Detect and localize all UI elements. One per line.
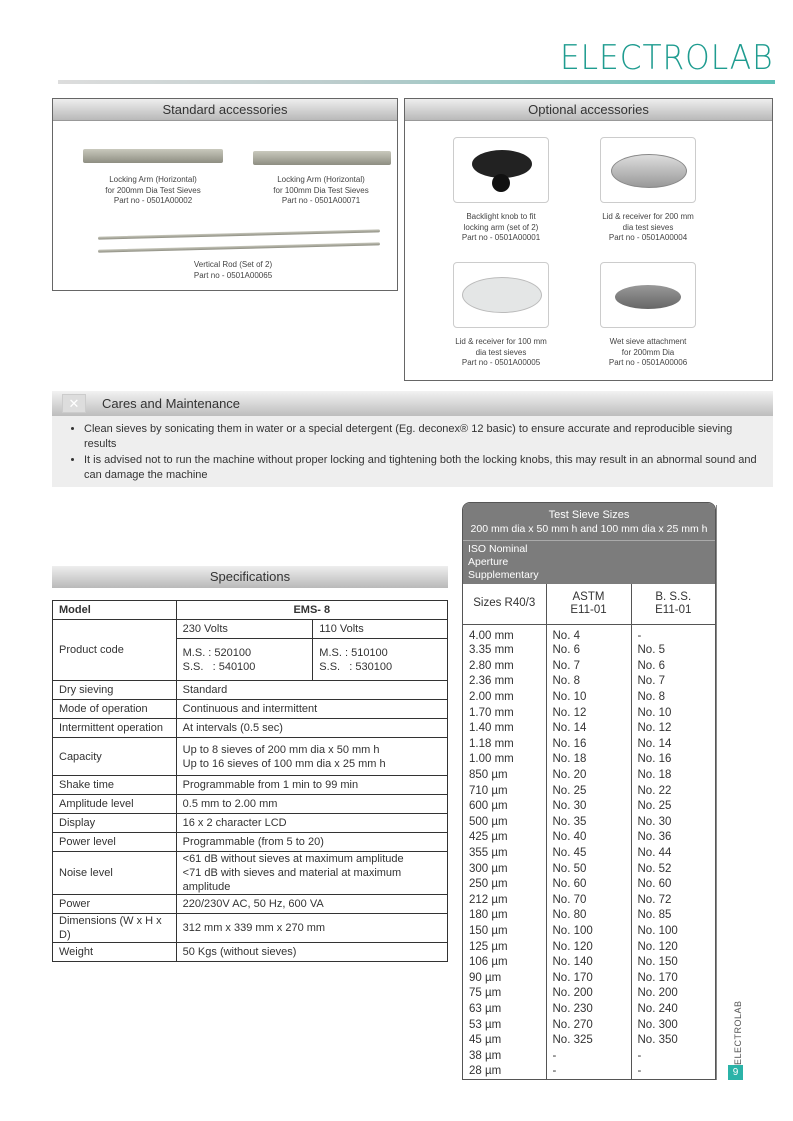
table-row <box>53 914 448 943</box>
standard-caption: Vertical Rod (Set of 2) Part no - 0501A00065 <box>193 260 273 280</box>
table-row <box>53 943 448 962</box>
sieve-cell: No. 45 <box>546 845 631 861</box>
sieve-cell: 600 µm <box>463 798 546 814</box>
care-bullet: • It is advised not to run the machine without proper locking and tightening both the locking knobs, this may result in an abnormal sound and can damage the machine <box>84 453 763 483</box>
sieve-cell: No. 270 <box>546 1017 631 1033</box>
sieve-cell: No. 22 <box>637 784 672 797</box>
sieve-row <box>463 783 715 799</box>
sieve-row <box>463 767 715 783</box>
sieve-cell: 125 µm <box>463 939 546 955</box>
sieve-cell: - <box>637 1065 642 1078</box>
sieve-cell: - <box>637 629 642 642</box>
sieve-cell: - <box>637 1049 642 1062</box>
optional-accessories-title: Optional accessories <box>405 99 772 121</box>
sieve-cell: No. 10 <box>546 689 631 705</box>
sieve-cell: 45 µm <box>463 1032 546 1048</box>
sieve-table <box>462 502 716 1080</box>
tools-icon: ✕ <box>62 394 86 413</box>
sieve-cell: 425 µm <box>463 830 546 846</box>
sieve-cell: No. 80 <box>546 908 631 924</box>
standard-caption: Locking Arm (Horizontal) for 200mm Dia Test Sieves Part no - 0501A00002 <box>105 175 201 205</box>
sieve-cell: No. 18 <box>637 769 672 782</box>
sieve-cell: No. 6 <box>546 643 631 659</box>
sieve-cell: 63 µm <box>463 1001 546 1017</box>
sieve-cell: No. 52 <box>637 862 672 875</box>
table-row <box>53 601 448 620</box>
sieve-cell: No. 120 <box>546 939 631 955</box>
table-row <box>53 738 448 776</box>
spec-value: <61 dB without sieves at maximum amplitude <71 dB with sieves and material at maximum amplitude <box>176 852 447 895</box>
sieve-cell: 106 µm <box>463 954 546 970</box>
standard-caption: Locking Arm (Horizontal) for 100mm Dia Test Sieves Part no - 0501A00071 <box>273 175 369 205</box>
sieve-cell: No. 170 <box>637 971 678 984</box>
sieve-row <box>463 689 715 705</box>
sieve-cell: No. 4 <box>546 624 631 643</box>
spec-value: Continuous and intermittent <box>176 700 447 719</box>
sieve-cell: No. 16 <box>637 753 672 766</box>
table-row <box>53 681 448 700</box>
sieve-row <box>463 923 715 939</box>
sieve-cell: No. 44 <box>637 847 672 860</box>
brand-logo: ELECTROLAB <box>560 38 774 78</box>
spec-value: 220/230V AC, 50 Hz, 600 VA <box>176 895 447 914</box>
sieve-cell: 180 µm <box>463 908 546 924</box>
side-brand: ELECTROLAB <box>733 1000 743 1065</box>
spec-value: Up to 8 sieves of 200 mm dia x 50 mm h Up to 16 sieves of 100 mm dia x 25 mm h <box>176 738 447 776</box>
wet-sieve-image <box>600 262 696 328</box>
optional-caption: Lid & receiver for 100 mm dia test sieves Part no - 0501A00005 <box>455 337 547 367</box>
page-number: 9 <box>728 1065 743 1080</box>
sieve-cell: No. 14 <box>637 737 672 750</box>
table-row <box>53 620 448 639</box>
header-rule <box>58 80 775 84</box>
optional-caption: Backlight knob to fit locking arm (set of 2) Part no - 0501A00001 <box>461 212 541 242</box>
spec-label: Capacity <box>53 738 177 776</box>
care-bullet: • Clean sieves by sonicating them in water or a special detergent (Eg. deconex® 12 basic) to ensure accurate and reproducible sieving results <box>84 422 763 452</box>
spec-label: Noise level <box>53 852 177 895</box>
col-header: Sizes R40/3 <box>463 584 546 624</box>
spec-label: Dimensions (W x H x D) <box>53 914 177 943</box>
standard-accessories-panel <box>52 98 398 291</box>
sieve-header-row <box>463 584 715 624</box>
sieve-row <box>463 1032 715 1048</box>
sieve-row <box>463 986 715 1002</box>
sieve-cell: 250 µm <box>463 876 546 892</box>
sieve-cell: No. 5 <box>637 644 665 657</box>
sieve-row <box>463 674 715 690</box>
sieve-cell: No. 40 <box>546 830 631 846</box>
sieve-row <box>463 705 715 721</box>
sieve-cell: No. 18 <box>546 752 631 768</box>
optional-caption: Wet sieve attachment for 200mm Dia Part no - 0501A00006 <box>608 337 688 367</box>
sieve-cell: 212 µm <box>463 892 546 908</box>
spec-value: Programmable (from 5 to 20) <box>176 833 447 852</box>
sieve-cell: No. 60 <box>637 878 672 891</box>
sieve-cell: No. 200 <box>546 986 631 1002</box>
table-row <box>53 776 448 795</box>
table-row <box>53 852 448 895</box>
sieve-cell: No. 350 <box>637 1034 678 1047</box>
sieve-cell: No. 8 <box>546 674 631 690</box>
optional-accessories-panel <box>404 98 773 381</box>
sieve-cell: 1.70 mm <box>463 705 546 721</box>
sieve-cell: No. 170 <box>546 970 631 986</box>
lid-receiver-100-image <box>453 262 549 328</box>
sieve-row <box>463 908 715 924</box>
sieve-cell: 90 µm <box>463 970 546 986</box>
sieve-cell: No. 12 <box>546 705 631 721</box>
sieve-row <box>463 861 715 877</box>
spec-label: Dry sieving <box>53 681 177 700</box>
col-header: ASTM E11-01 <box>546 584 631 624</box>
knob-image <box>453 137 549 203</box>
sieve-row <box>463 830 715 846</box>
sieve-cell: No. 230 <box>546 1001 631 1017</box>
sieve-cell: 2.00 mm <box>463 689 546 705</box>
sieve-cell: No. 8 <box>637 691 665 704</box>
spec-label: Power <box>53 895 177 914</box>
side-divider <box>716 505 717 1080</box>
spec-label: Shake time <box>53 776 177 795</box>
sieve-row <box>463 736 715 752</box>
sieve-cell: No. 60 <box>546 876 631 892</box>
sieve-cell: No. 30 <box>637 815 672 828</box>
sieve-cell: 710 µm <box>463 783 546 799</box>
lid-receiver-200-image <box>600 137 696 203</box>
sieve-row <box>463 814 715 830</box>
sieve-cell: No. 100 <box>637 924 678 937</box>
sieve-cell: No. 12 <box>637 722 672 735</box>
sieve-cell: - <box>546 1048 631 1064</box>
spec-value: 0.5 mm to 2.00 mm <box>176 795 447 814</box>
spec-label: Model <box>53 601 177 620</box>
table-row <box>53 814 448 833</box>
sieve-cell: No. 100 <box>546 923 631 939</box>
sieve-row <box>463 939 715 955</box>
sieve-row <box>463 892 715 908</box>
spec-label: Display <box>53 814 177 833</box>
specifications-table <box>52 600 448 962</box>
sieve-cell: 75 µm <box>463 986 546 1002</box>
sieve-cell: 53 µm <box>463 1017 546 1033</box>
sieve-cell: No. 140 <box>546 954 631 970</box>
sieve-cell: - <box>546 1064 631 1080</box>
sieve-cell: 1.00 mm <box>463 752 546 768</box>
sieve-cell: No. 70 <box>546 892 631 908</box>
sieve-cell: No. 240 <box>637 1002 678 1015</box>
sieve-cell: No. 25 <box>637 800 672 813</box>
sieve-row <box>463 658 715 674</box>
sieve-cell: 355 µm <box>463 845 546 861</box>
sieve-cell: 1.40 mm <box>463 720 546 736</box>
sieve-cell: No. 325 <box>546 1032 631 1048</box>
sieve-cell: No. 50 <box>546 861 631 877</box>
sieve-cell: 300 µm <box>463 861 546 877</box>
sieve-cell: No. 7 <box>546 658 631 674</box>
sieve-cell: 28 µm <box>463 1064 546 1080</box>
spec-value: 230 Volts <box>176 620 313 639</box>
locking-arm-100-image <box>253 151 391 165</box>
sieve-cell: 1.18 mm <box>463 736 546 752</box>
sieve-title: Test Sieve Sizes <box>548 509 630 521</box>
sieve-cell: 38 µm <box>463 1048 546 1064</box>
spec-value: Programmable from 1 min to 99 min <box>176 776 447 795</box>
specifications-title: Specifications <box>52 566 448 588</box>
sieve-cell: No. 30 <box>546 798 631 814</box>
sieve-cell: No. 200 <box>637 987 678 1000</box>
sieve-row <box>463 798 715 814</box>
sieve-cell: No. 300 <box>637 1018 678 1031</box>
spec-label: Power level <box>53 833 177 852</box>
sieve-row <box>463 720 715 736</box>
table-row <box>53 895 448 914</box>
sieve-row <box>463 624 715 643</box>
spec-label: Amplitude level <box>53 795 177 814</box>
table-row <box>53 833 448 852</box>
sieve-cell: No. 120 <box>637 940 678 953</box>
sieve-row <box>463 954 715 970</box>
vertical-rod-image <box>98 229 380 239</box>
sieve-row <box>463 1064 715 1080</box>
sieve-cell: No. 20 <box>546 767 631 783</box>
sieve-cell: No. 36 <box>637 831 672 844</box>
iso-label: ISO Nominal Aperture Supplementary <box>463 541 715 584</box>
sieve-cell: 150 µm <box>463 923 546 939</box>
sieve-row <box>463 752 715 768</box>
spec-value: At intervals (0.5 sec) <box>176 719 447 738</box>
sieve-row <box>463 876 715 892</box>
sieve-cell: No. 10 <box>637 706 672 719</box>
table-row <box>53 795 448 814</box>
sieve-cell: 500 µm <box>463 814 546 830</box>
sieve-row <box>463 1017 715 1033</box>
spec-value: 312 mm x 339 mm x 270 mm <box>176 914 447 943</box>
sieve-row <box>463 1001 715 1017</box>
spec-value: M.S. : 520100 S.S. : 540100 <box>176 639 313 681</box>
sieve-cell: No. 35 <box>546 814 631 830</box>
spec-value: M.S. : 510100 S.S. : 530100 <box>313 639 448 681</box>
care-title: Cares and Maintenance <box>102 396 241 411</box>
sieve-cell: 4.00 mm <box>463 624 546 643</box>
spec-value: 16 x 2 character LCD <box>176 814 447 833</box>
spec-label: Intermittent operation <box>53 719 177 738</box>
sieve-cell: No. 6 <box>637 659 665 672</box>
sieve-row <box>463 970 715 986</box>
care-list <box>52 416 773 487</box>
locking-arm-200-image <box>83 149 223 163</box>
spec-value: EMS- 8 <box>176 601 447 620</box>
sieve-cell: No. 25 <box>546 783 631 799</box>
spec-value: Standard <box>176 681 447 700</box>
sieve-row <box>463 643 715 659</box>
spec-label: Product code <box>53 620 177 681</box>
sieve-cell: No. 150 <box>637 956 678 969</box>
sieve-cell: No. 7 <box>637 675 665 688</box>
table-row <box>53 719 448 738</box>
col-header: B. S.S. E11-01 <box>655 590 692 616</box>
spec-value: 50 Kgs (without sieves) <box>176 943 447 962</box>
sieve-cell: 2.36 mm <box>463 674 546 690</box>
standard-accessories-title: Standard accessories <box>53 99 397 121</box>
sieve-cell: No. 16 <box>546 736 631 752</box>
sieve-subtitle: 200 mm dia x 50 mm h and 100 mm dia x 25 mm h <box>470 523 708 535</box>
sieve-cell: No. 85 <box>637 909 672 922</box>
sieve-cell: 2.80 mm <box>463 658 546 674</box>
spec-value: 110 Volts <box>313 620 448 639</box>
sieve-cell: No. 72 <box>637 893 672 906</box>
sieve-cell: 850 µm <box>463 767 546 783</box>
care-header <box>52 391 773 416</box>
sieve-row <box>463 845 715 861</box>
spec-label: Mode of operation <box>53 700 177 719</box>
sieve-cell: 3.35 mm <box>463 643 546 659</box>
sieve-cell: No. 14 <box>546 720 631 736</box>
spec-label: Weight <box>53 943 177 962</box>
table-row <box>53 700 448 719</box>
vertical-rod-image <box>98 242 380 252</box>
optional-caption: Lid & receiver for 200 mm dia test sieves Part no - 0501A00004 <box>602 212 694 242</box>
sieve-row <box>463 1048 715 1064</box>
